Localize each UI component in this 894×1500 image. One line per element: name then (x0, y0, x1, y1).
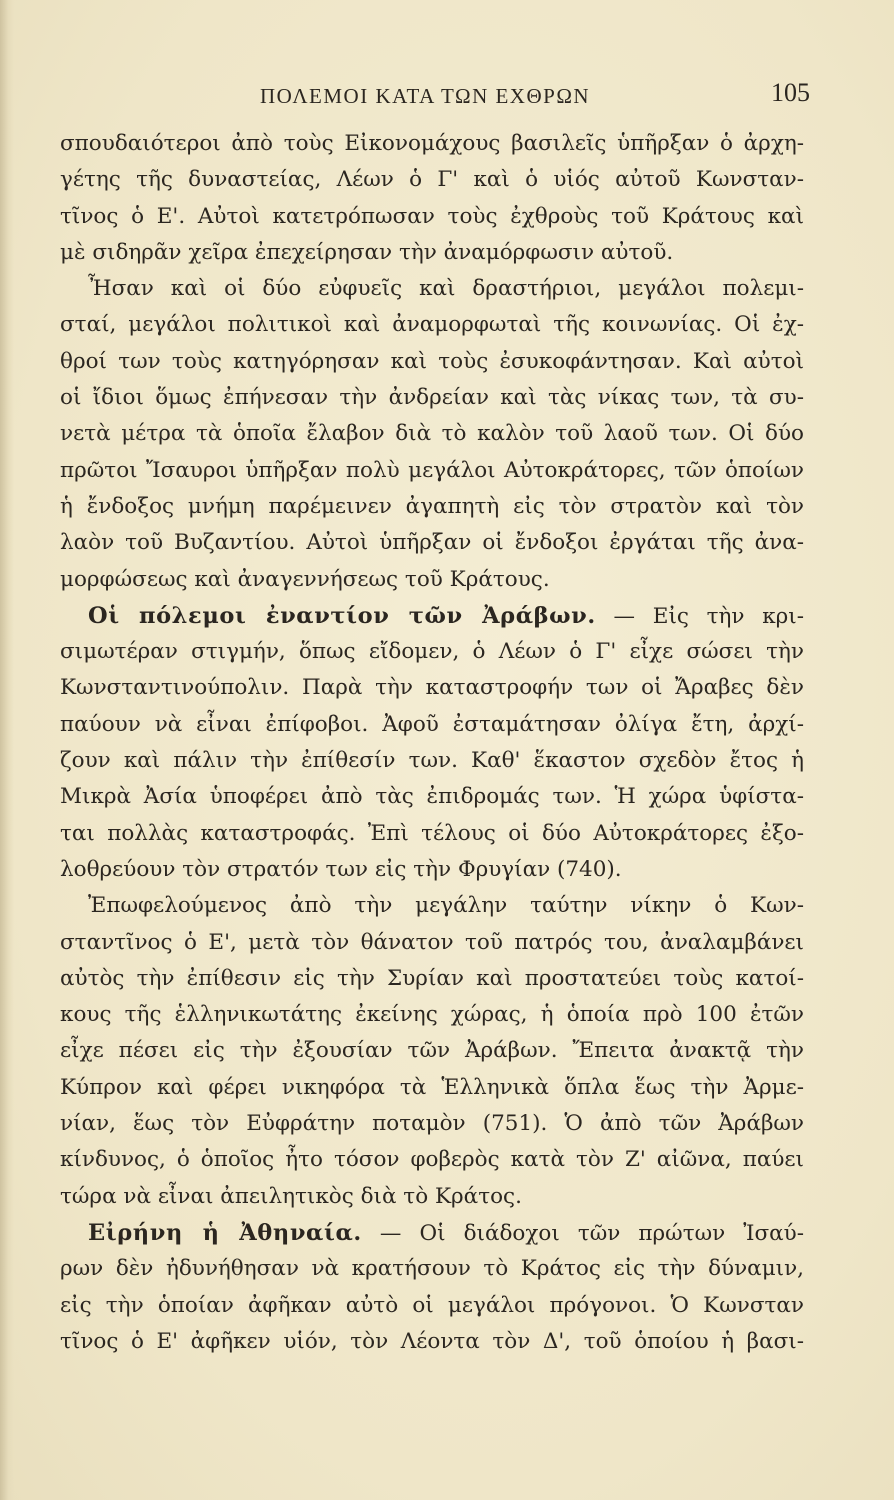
text-line: τῖνος ὁ Ε'. Αὐτοὶ κατετρόπωσαν τοὺς ἐχθροὺς τοῦ Κράτους καὶ (60, 203, 804, 229)
text-line: κους τῆς ἑλληνικωτάτης ἐκείνης χώρας, ἡ ὁποία πρὸ 100 ἐτῶν (60, 1002, 804, 1028)
text-line: Κύπρον καὶ φέρει νικηφόρα τὰ Ἑλληνικὰ ὅπλα ἕως τὴν Ἀρμε- (60, 1074, 804, 1100)
text-line: οἱ ἴδιοι ὅμως ἐπήνεσαν τὴν ἀνδρείαν καὶ τὰς νίκας των, τὰ συ- (60, 385, 804, 411)
text-line: εἶχε πέσει εἰς τὴν ἐξουσίαν τῶν Ἀράβων. Ἔπειτα ἀνακτᾷ τὴν (60, 1038, 804, 1064)
section-sidehead-arabs: Οἱ πόλεμοι ἐναντίον τῶν Ἀράβων. (88, 602, 596, 629)
text-line: Μικρὰ Ἀσία ὑποφέρει ἀπὸ τὰς ἐπιδρομάς των. Ἡ χώρα ὑφίστα- (60, 784, 804, 810)
text-line: γέτης τῆς δυναστείας, Λέων ὁ Γ' καὶ ὁ υἱός αὐτοῦ Κωνσταν- (60, 167, 804, 193)
paragraph-start: Ἦσαν καὶ οἱ δύο εὐφυεῖς καὶ δραστήριοι, μεγάλοι πολεμι- (88, 276, 804, 302)
text-line: μὲ σιδηρᾶν χεῖρα ἐπεχείρησαν τὴν ἀναμόρφωσιν αὐτοῦ. (60, 239, 674, 265)
text-line: σταί, μεγάλοι πολιτικοὶ καὶ ἀναμορφωταὶ τῆς κοινωνίας. Οἱ ἐχ- (60, 312, 804, 338)
page-binding-edge (0, 0, 14, 1500)
text-line: κίνδυνος, ὁ ὁποῖος ἦτο τόσον φοβερὸς κατὰ τὸν Ζ' αἰῶνα, παύει (60, 1147, 804, 1173)
text-line: σιμωτέραν στιγμήν, ὅπως εἴδομεν, ὁ Λέων ὁ Γ' εἶχε σώσει τὴν (60, 639, 804, 665)
sidehead-line-rest: — Εἰς τὴν κρι- (613, 603, 804, 629)
paragraph-start (60, 1215, 804, 1251)
text-line: θροί των τοὺς κατηγόρησαν καὶ τοὺς ἐσυκοφάντησαν. Καὶ αὐτοὶ (60, 348, 804, 374)
paragraph-start (60, 598, 804, 634)
text-line: πρῶτοι Ἴσαυροι ὑπῆρξαν πολὺ μεγάλοι Αὐτοκράτορες, τῶν ὁποίων (60, 457, 804, 483)
text-line: σταντῖνος ὁ Ε', μετὰ τὸν θάνατον τοῦ πατρός του, ἀναλαμβάνει (60, 929, 804, 955)
page-header (90, 78, 810, 118)
text-line: παύουν νὰ εἶναι ἐπίφοβοι. Ἀφοῦ ἐσταμάτησαν ὀλίγα ἔτη, ἀρχί- (60, 711, 804, 737)
text-line: λαὸν τοῦ Βυζαντίου. Αὐτοὶ ὑπῆρξαν οἱ ἔνδοξοι ἐργάται τῆς ἀνα- (60, 530, 804, 556)
section-sidehead-irene: Εἰρήνη ἡ Ἀθηναία. (88, 1219, 362, 1246)
paragraph-start: Ἐπωφελούμενος ἀπὸ τὴν μεγάλην ταύτην νίκην ὁ Κων- (88, 893, 804, 919)
sidehead-line-rest: — Οἱ διάδοχοι τῶν πρώτων Ἰσαύ- (379, 1220, 804, 1246)
text-line: ζουν καὶ πάλιν τὴν ἐπίθεσίν των. Καθ' ἕκαστον σχεδὸν ἔτος ἡ (60, 748, 804, 774)
text-line: ἡ ἔνδοξος μνήμη παρέμεινεν ἀγαπητὴ εἰς τὸν στρατὸν καὶ τὸν (60, 493, 804, 519)
page-number: 105 (771, 78, 810, 107)
text-line: νίαν, ἕως τὸν Εὐφράτην ποταμὸν (751). Ὁ ἀπὸ τῶν Ἀράβων (60, 1111, 804, 1137)
text-line: αὐτὸς τὴν ἐπίθεσιν εἰς τὴν Συρίαν καὶ προστατεύει τοὺς κατοί- (60, 965, 804, 991)
text-line: μορφώσεως καὶ ἀναγεννήσεως τοῦ Κράτους. (60, 566, 550, 592)
body-text (60, 126, 804, 1360)
text-line: Κωνσταντινούπολιν. Παρὰ τὴν καταστροφήν των οἱ Ἄραβες δὲν (60, 675, 804, 701)
text-line: σπουδαιότεροι ἀπὸ τοὺς Εἰκονομάχους βασιλεῖς ὑπῆρξαν ὁ ἀρχη- (60, 131, 804, 156)
text-line: τώρα νὰ εἶναι ἀπειλητικὸς διὰ τὸ Κράτος. (60, 1183, 522, 1209)
text-line: ρων δὲν ἠδυνήθησαν νὰ κρατήσουν τὸ Κράτος εἰς τὴν δύναμιν, (60, 1256, 804, 1282)
text-line: ται πολλὰς καταστροφάς. Ἐπὶ τέλους οἱ δύο Αὐτοκράτορες ἐξο- (60, 820, 804, 846)
text-line: εἰς τὴν ὁποίαν ἀφῆκαν αὐτὸ οἱ μεγάλοι πρόγονοι. Ὁ Κωνσταν (60, 1292, 804, 1318)
text-line: τῖνος ὁ Ε' ἀφῆκεν υἱόν, τὸν Λέοντα τὸν Δ', τοῦ ὁποίου ἡ βασι- (60, 1328, 804, 1354)
text-line: νετὰ μέτρα τὰ ὁποῖα ἔλαβον διὰ τὸ καλὸν τοῦ λαοῦ των. Οἱ δύο (60, 421, 804, 447)
text-line: λοθρεύουν τὸν στρατόν των εἰς τὴν Φρυγίαν (740). (60, 856, 622, 882)
running-title: ΠΟΛΕΜΟΙ ΚΑΤΑ ΤΩΝ ΕΧΘΡΩΝ (260, 84, 591, 108)
